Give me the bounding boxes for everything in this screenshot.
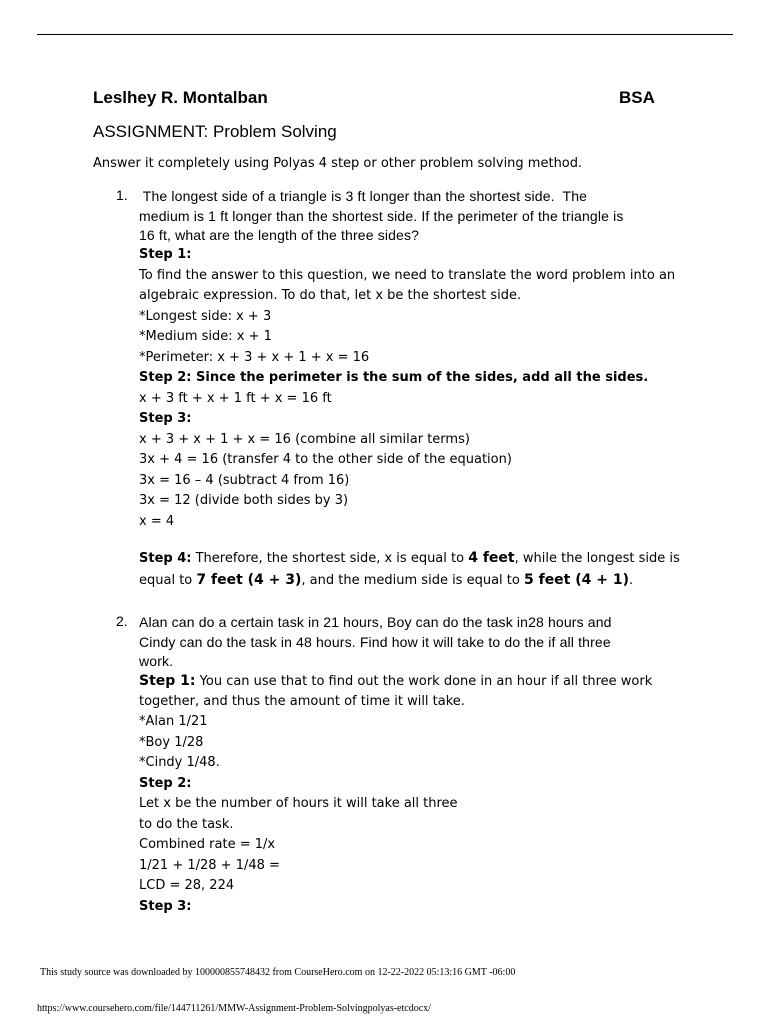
solution-line: 3x = 12 (divide both sides by 3) [139, 493, 349, 508]
solution-line: x + 3 + x + 1 + x = 16 (combine all similar terms) [139, 431, 470, 447]
solution-line: *Alan 1/21 [139, 714, 208, 729]
solution-line: 3x = 16 – 4 (subtract 4 from 16) [139, 472, 350, 488]
solution-line: x = 4 [139, 513, 175, 529]
question-line: Cindy can do the task in 48 hours. Find how it will take to do the if all three [139, 633, 611, 650]
step-3-label: Step 3: [139, 411, 192, 426]
step-3-label: Step 3: [139, 898, 192, 914]
step-4-label: Step 4: [139, 551, 192, 566]
solution-line: *Perimeter: x + 3 + x + 1 + x = 16 [139, 349, 370, 365]
source-url[interactable]: https://www.coursehero.com/file/144711261/MMW-Assignment-Problem-Solvingpolyas-etcdocx/ [37, 1003, 431, 1014]
instructions: Answer it completely using Polyas 4 step or other problem solving method. [93, 156, 583, 171]
author-name: Leslhey R. Montalban [93, 88, 268, 107]
step-1-label: Step 1: [139, 247, 192, 262]
step-2-label: Step 2: [139, 775, 192, 791]
solution-line: 1/21 + 1/28 + 1/48 = [139, 857, 280, 873]
solution-line: *Medium side: x + 1 [139, 329, 272, 344]
solution-line: x + 3 ft + x + 1 ft + x = 16 ft [139, 390, 332, 406]
assignment-title: ASSIGNMENT: Problem Solving [93, 122, 337, 141]
step-4-line-1 [139, 547, 679, 569]
problem-1-question [139, 187, 684, 246]
step-2-label: Step 2: Since the perimeter is the sum of the sides, add all the sides. [139, 370, 649, 385]
solution-line: *Cindy 1/48. [139, 755, 220, 770]
solution-text: You can use that to find out the work done in an hour if all three work [195, 674, 653, 689]
step-4-text: , and the medium side is equal to [301, 573, 524, 588]
answer-shortest: 4 feet [468, 550, 515, 566]
solution-line: *Boy 1/28 [139, 734, 204, 750]
step-4-text: Therefore, the shortest side, x is equal to [191, 551, 469, 566]
step-4-text: . [629, 573, 634, 588]
solution-line: 3x + 4 = 16 (transfer 4 to the other side of the equation) [139, 452, 512, 467]
problem-2-solution [139, 671, 679, 917]
solution-line: *Longest side: x + 3 [139, 308, 272, 324]
solution-line: LCD = 28, 224 [139, 878, 235, 893]
question-line: Alan can do a certain task in 21 hours, Boy can do the task in28 hours and [139, 614, 612, 630]
top-rule [37, 34, 733, 35]
question-line: 16 ft, what are the length of the three sides? [139, 227, 420, 243]
answer-medium: 5 feet (4 + 1) [523, 572, 630, 588]
problem-1-number: 1. [116, 187, 128, 203]
question-line: The longest side of a triangle is 3 ft longer than the shortest side. The [139, 188, 588, 204]
question-line: medium is 1 ft longer than the shortest side. If the perimeter of the triangle is [139, 207, 624, 224]
solution-line: together, and thus the amount of time it will take. [139, 693, 465, 709]
step-1-label: Step 1: [139, 673, 196, 689]
download-notice: This study source was downloaded by 100000855748432 from CourseHero.com on 12-22-2022 05:13:16 GMT -06:00 [40, 967, 516, 978]
step-1-line [139, 671, 679, 692]
solution-line: to do the task. [139, 816, 234, 832]
problem-2-question [139, 613, 684, 672]
solution-line: Combined rate = 1/x [139, 837, 276, 852]
problem-2-number: 2. [116, 613, 128, 629]
solution-line: Let x be the number of hours it will take all three [139, 796, 458, 811]
step-4-text: , while the longest side is [514, 551, 680, 566]
step-4-line-2 [139, 569, 679, 591]
problem-1-solution [139, 245, 679, 591]
answer-longest: 7 feet (4 + 3) [196, 572, 302, 588]
solution-line: To find the answer to this question, we need to translate the word problem into an [139, 267, 676, 283]
step-4-text: equal to [139, 573, 197, 588]
question-line: work. [139, 653, 174, 669]
solution-line: algebraic expression. To do that, let x be the shortest side. [139, 288, 522, 303]
program-label: BSA [619, 88, 655, 107]
